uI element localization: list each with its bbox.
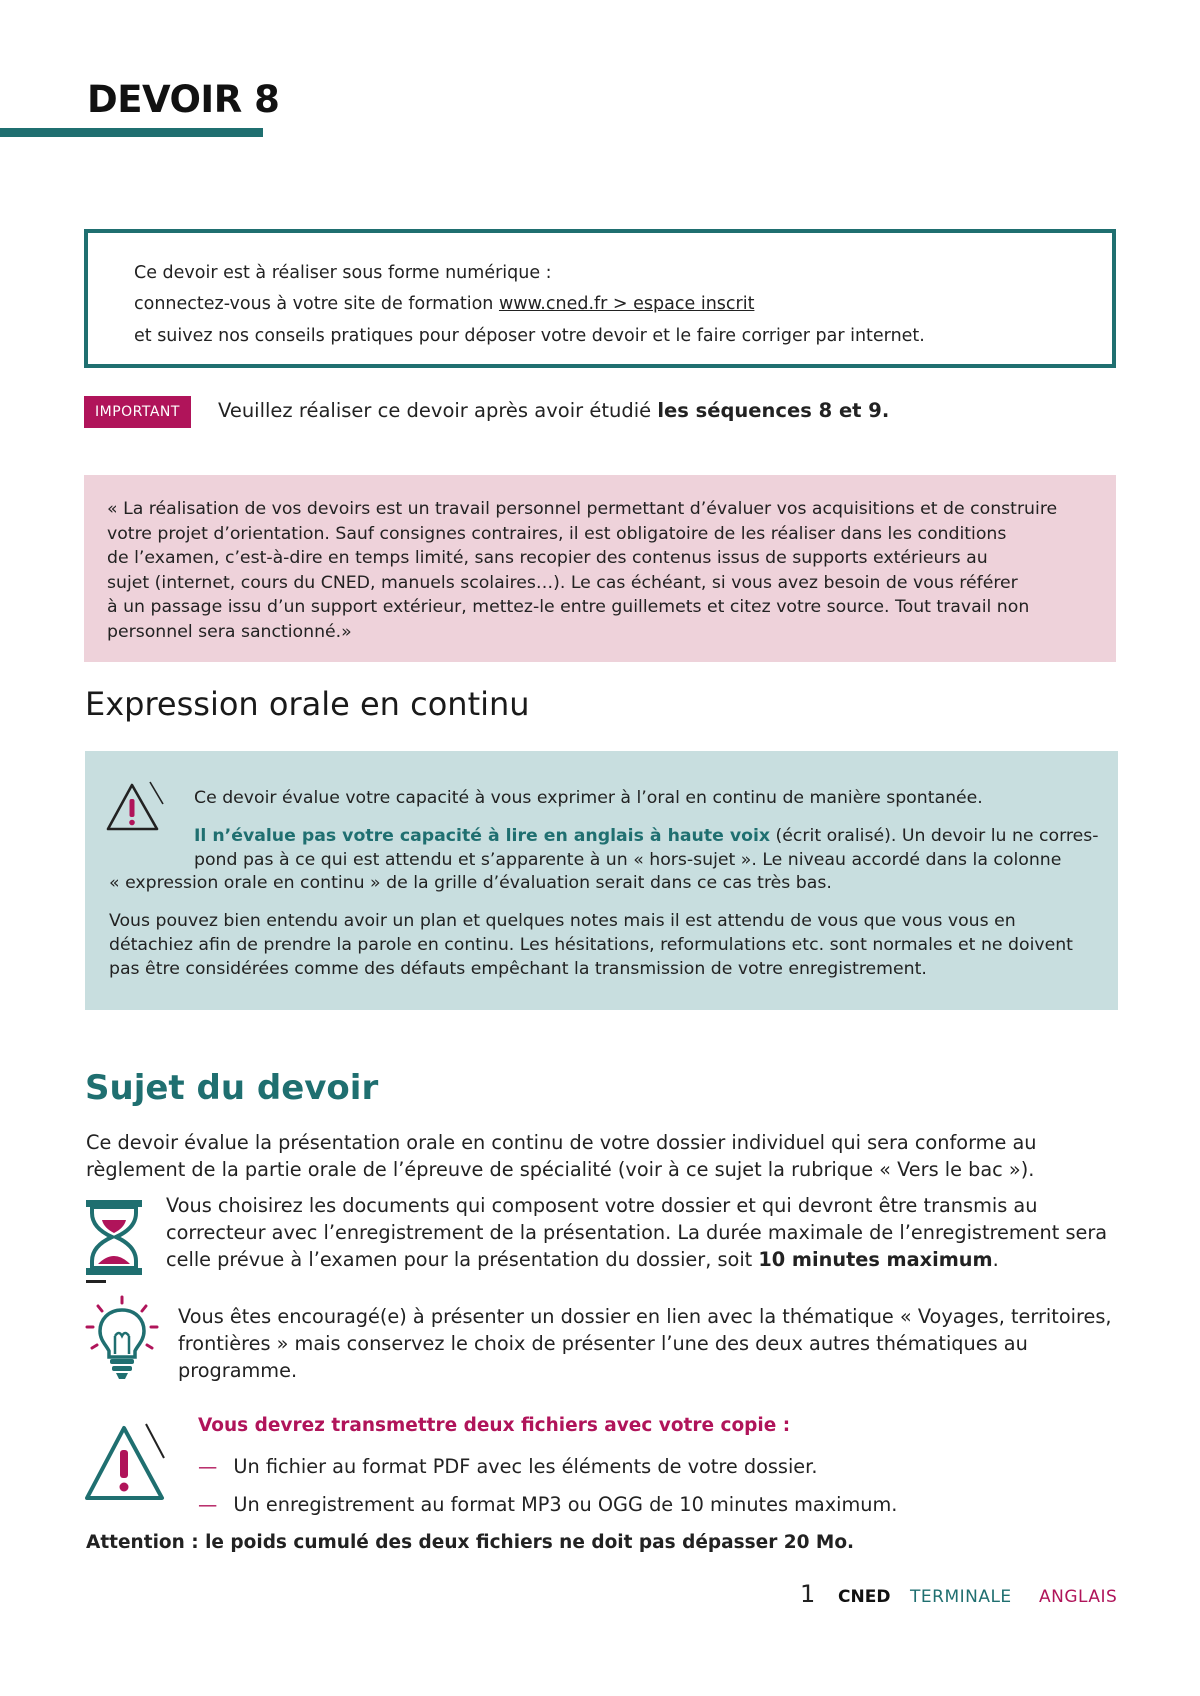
sujet-intro-2: règlement de la partie orale de l’épreuve de spécialité (voir à ce sujet la rubrique « Vers le bac »). xyxy=(86,1158,1035,1181)
oral-line-3: pond pas à ce qui est attendu et s’apparente à un « hors-sujet ». Le niveau accordé dans la colonne xyxy=(194,850,1062,870)
section-title: Expression orale en continu xyxy=(85,685,530,723)
page-title: DEVOIR 8 xyxy=(87,78,280,121)
file-item xyxy=(198,1493,897,1516)
personal-work-notice xyxy=(84,475,1116,662)
important-sequences: les séquences 8 et 9. xyxy=(657,399,890,422)
notice-line: « La réalisation de vos devoirs est un travail personnel permettant d’évaluer vos acquisitions et de construire xyxy=(107,499,1058,519)
hourglass-icon xyxy=(84,1198,146,1286)
time-line-3-end: . xyxy=(992,1248,999,1271)
time-line-3-text: celle prévue à l’examen pour la présentation du dossier, soit xyxy=(166,1248,759,1271)
file-item xyxy=(198,1455,817,1478)
oral-line-2 xyxy=(194,826,1099,846)
oral-line-1: Ce devoir évalue votre capacité à vous exprimer à l’oral en continu de manière spontanée. xyxy=(194,788,983,808)
footer-level: TERMINALE xyxy=(910,1587,1012,1607)
sujet-title: Sujet du devoir xyxy=(85,1068,379,1108)
oral-line-7: pas être considérées comme des défauts empêchant la transmission de votre enregistrement. xyxy=(109,959,927,979)
oral-line-2-emphasis: Il n’évalue pas votre capacité à lire en anglais à haute voix xyxy=(194,826,771,846)
oral-line-4: « expression orale en continu » de la grille d’évaluation serait dans ce cas très bas. xyxy=(109,873,832,893)
lightbulb-icon xyxy=(82,1294,162,1384)
sujet-intro-1: Ce devoir évalue la présentation orale en continu de votre dossier individuel qui sera conforme au xyxy=(86,1131,1037,1154)
notice-line: à un passage issu d’un support extérieur, mettez-le entre guillemets et citez votre source. Tout travail non xyxy=(107,597,1030,617)
oral-expression-box xyxy=(85,751,1118,1010)
time-limit: 10 minutes maximum xyxy=(758,1248,993,1271)
idea-line-1: Vous êtes encouragé(e) à présenter un dossier en lien avec la thématique « Voyages, territoires, xyxy=(178,1305,1112,1328)
list-dash: — xyxy=(198,1493,218,1516)
submission-info-box xyxy=(84,229,1116,368)
time-line-1: Vous choisirez les documents qui composent votre dossier et qui devront être transmis au xyxy=(166,1194,1038,1217)
idea-line-2: frontières » mais conservez le choix de présenter l’une des deux autres thématiques au xyxy=(178,1332,1028,1355)
list-dash: — xyxy=(198,1455,218,1478)
important-badge: IMPORTANT xyxy=(84,396,191,428)
time-line-2: correcteur avec l’enregistrement de la présentation. La durée maximale de l’enregistrement sera xyxy=(166,1221,1108,1244)
oral-line-5: Vous pouvez bien entendu avoir un plan et quelques notes mais il est attendu de vous que vous vous en xyxy=(109,911,1016,931)
info-line-2 xyxy=(134,294,754,314)
notice-line: personnel sera sanctionné.» xyxy=(107,621,352,642)
espace-inscrit-link[interactable]: www.cned.fr > espace inscrit xyxy=(498,294,755,314)
footer-subject: ANGLAIS xyxy=(1039,1587,1118,1607)
time-line-3 xyxy=(166,1248,999,1271)
file-item-text: Un enregistrement au format MP3 ou OGG de 10 minutes maximum. xyxy=(233,1493,898,1516)
info-line-2-text: connectez-vous à votre site de formation xyxy=(134,294,499,314)
warning-icon xyxy=(84,1418,180,1508)
notice-line: de l’examen, c’est-à-dire en temps limité, sans recopier des contenus issus de supports extérieurs au xyxy=(107,548,988,568)
important-text-prefix: Veuillez réaliser ce devoir après avoir étudié xyxy=(218,399,658,422)
notice-line: sujet (internet, cours du CNED, manuels scolaires…). Le cas échéant, si vous avez besoin de vous référer xyxy=(107,572,1018,593)
file-item-text: Un fichier au format PDF avec les éléments de votre dossier. xyxy=(233,1455,818,1478)
page-number: 1 xyxy=(800,1580,816,1608)
important-text xyxy=(218,399,889,422)
info-line-3: et suivez nos conseils pratiques pour déposer votre devoir et le faire corriger par internet. xyxy=(134,326,925,346)
notice-line: votre projet d’orientation. Sauf consignes contraires, il est obligatoire de les réaliser dans les conditions xyxy=(107,523,1007,544)
files-title: Vous devrez transmettre deux fichiers avec votre copie : xyxy=(198,1415,791,1436)
info-line-1: Ce devoir est à réaliser sous forme numérique : xyxy=(134,263,552,283)
attention-note: Attention : le poids cumulé des deux fichiers ne doit pas dépasser 20 Mo. xyxy=(86,1532,855,1553)
idea-line-3: programme. xyxy=(178,1359,298,1382)
warning-icon xyxy=(105,779,165,839)
oral-line-2-rest: (écrit oralisé). Un devoir lu ne corres- xyxy=(770,826,1099,846)
oral-line-6: détachiez afin de prendre la parole en continu. Les hésitations, reformulations etc. sont normales et ne doivent xyxy=(109,935,1073,955)
title-underline xyxy=(0,128,263,137)
footer-brand: CNED xyxy=(838,1587,891,1607)
